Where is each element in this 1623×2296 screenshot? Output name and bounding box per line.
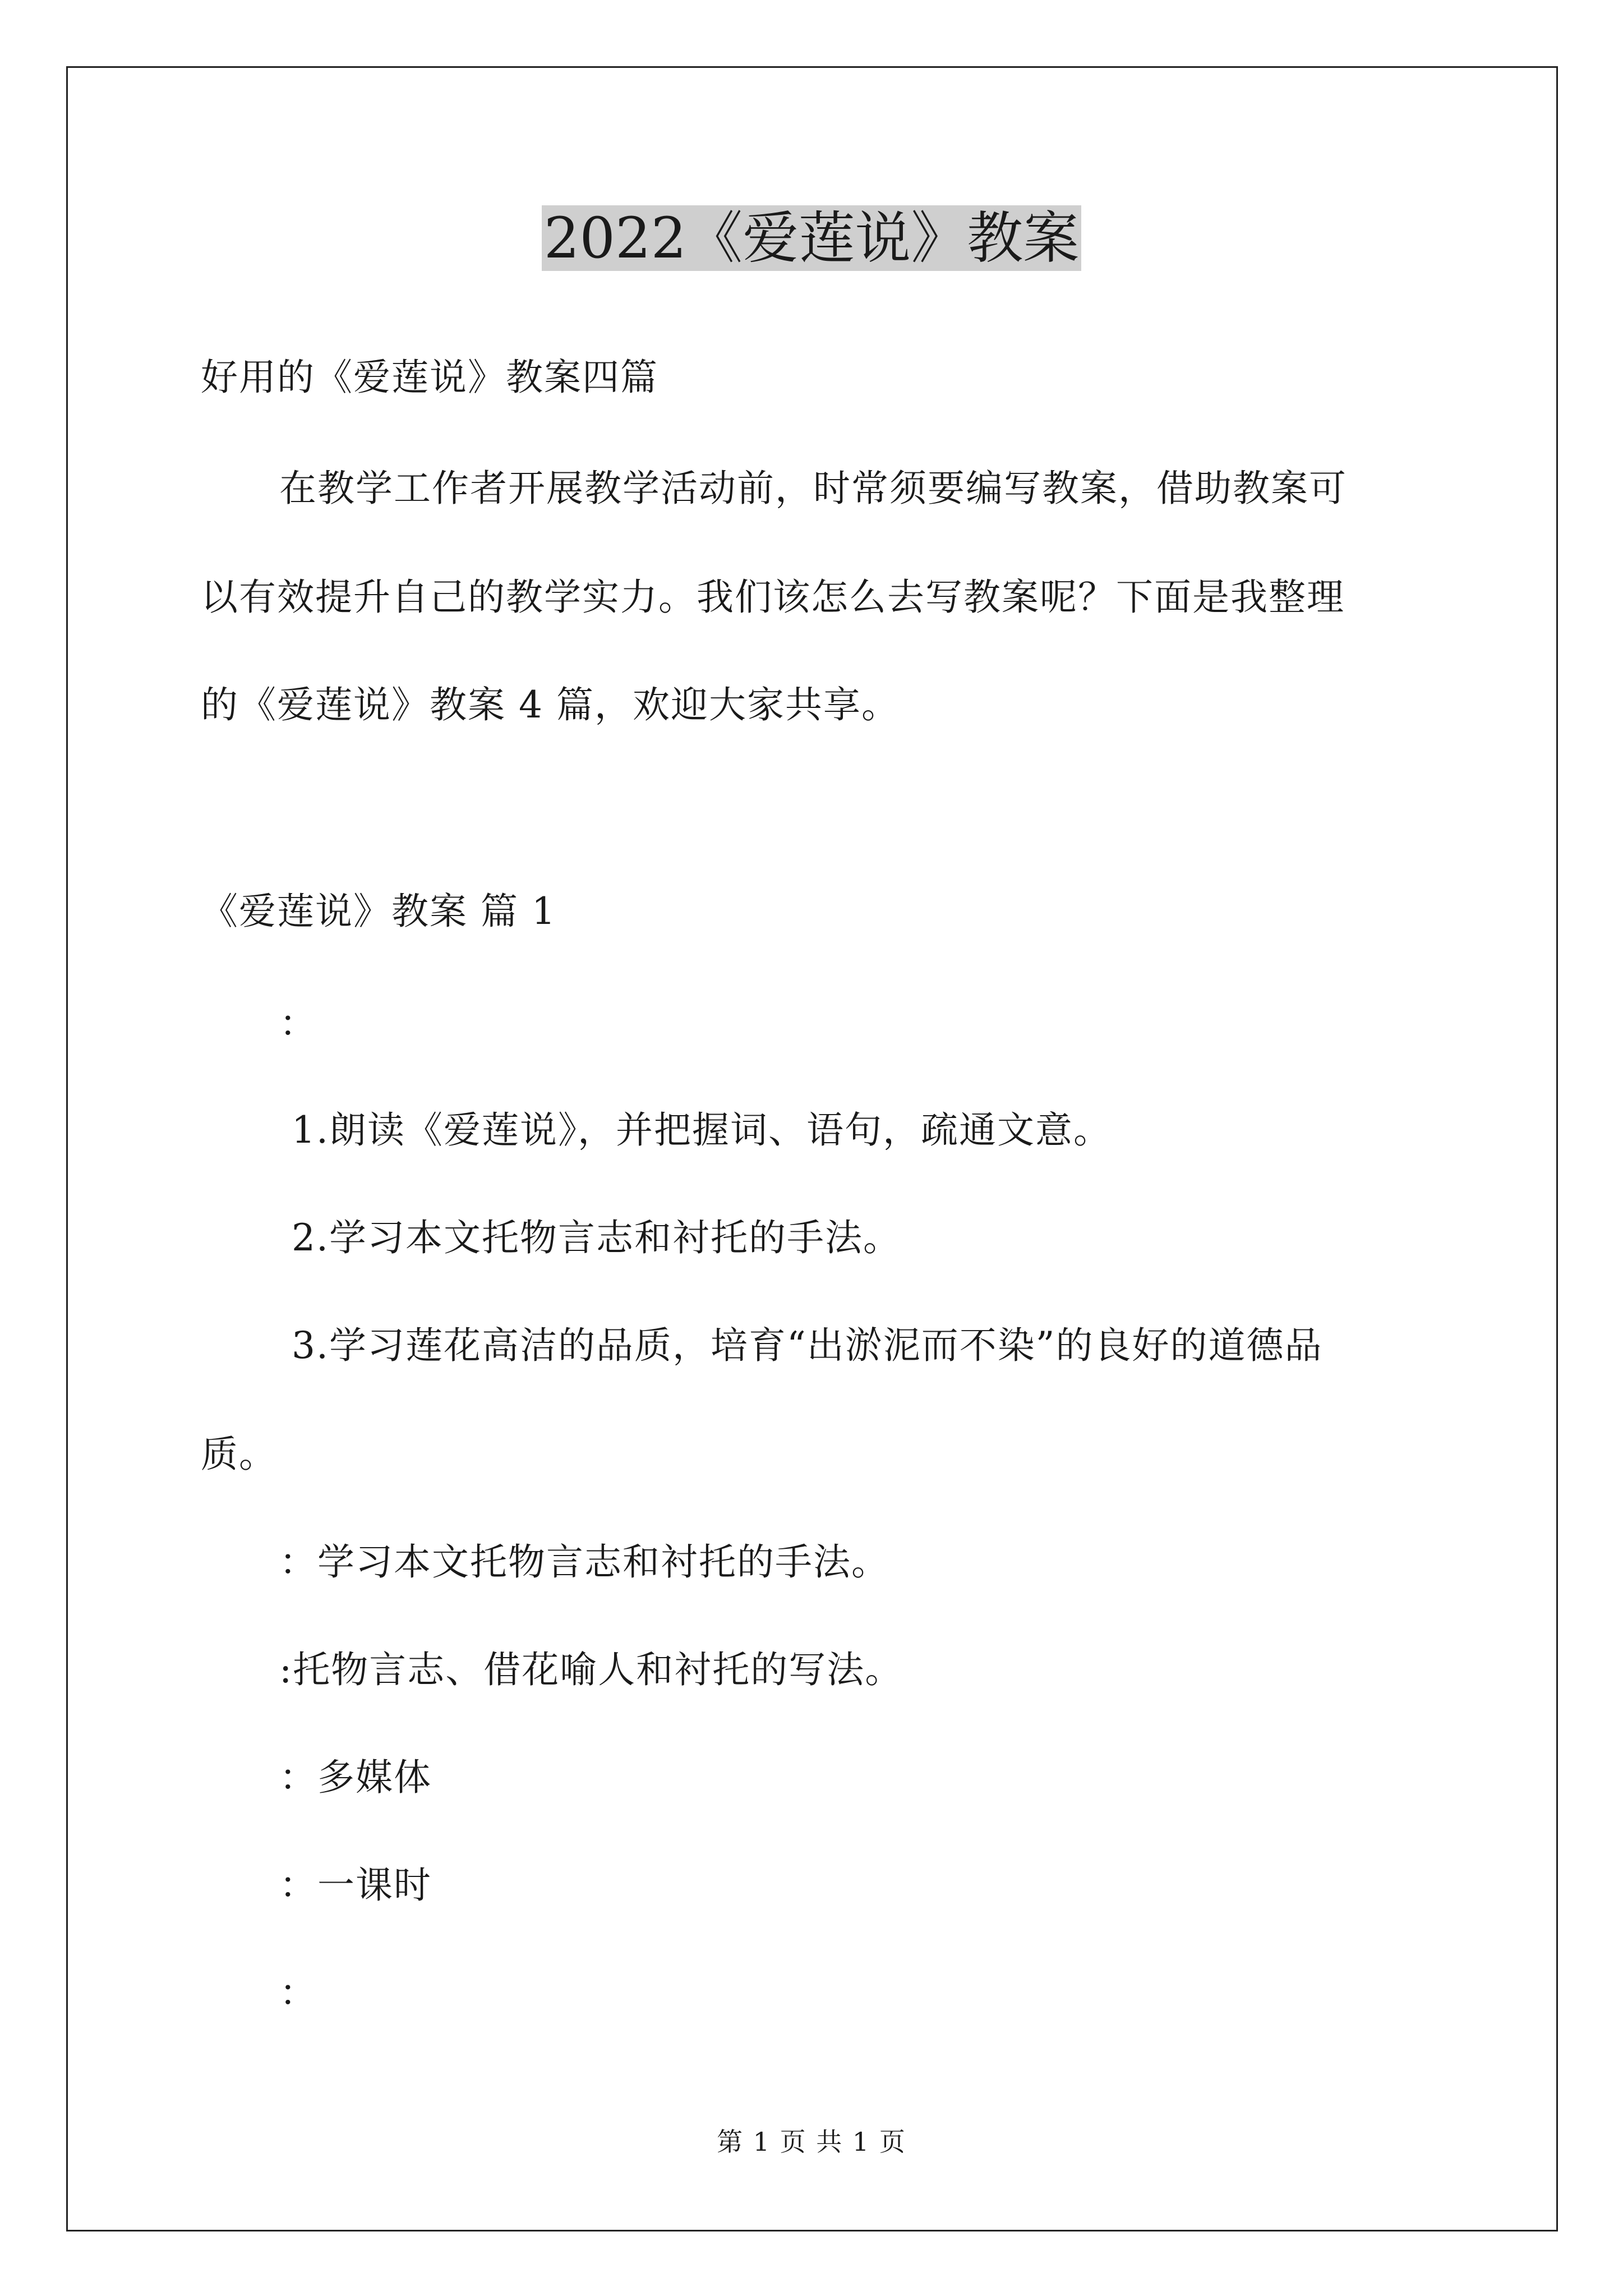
difficulty-point: :托物言志、借花喻人和衬托的写法。 bbox=[279, 1648, 903, 1691]
teaching-media: ：多媒体 bbox=[279, 1756, 432, 1799]
objective-3-line-1: 3.学习莲花高洁的品质，培育“出淤泥而不染”的良好的道德品 bbox=[292, 1324, 1323, 1367]
objectives-label: ： bbox=[279, 1002, 317, 1045]
key-point: ：学习本文托物言志和衬托的手法。 bbox=[279, 1540, 889, 1584]
process-label: ： bbox=[279, 1971, 317, 2014]
section-heading: 《爱莲说》教案 篇 1 bbox=[201, 890, 556, 933]
objective-2: 2.学习本文托物言志和衬托的手法。 bbox=[292, 1216, 901, 1259]
document-title-text: 2022《爱莲说》教案 bbox=[542, 205, 1082, 271]
document-title bbox=[0, 199, 1623, 278]
subtitle: 好用的《爱莲说》教案四篇 bbox=[201, 356, 658, 399]
intro-line-2: 以有效提升自己的教学实力。我们该怎么去写教案呢？下面是我整理 bbox=[201, 576, 1345, 619]
intro-line-3: 的《爱莲说》教案 4 篇，欢迎大家共享。 bbox=[201, 683, 900, 726]
intro-line-1: 在教学工作者开展教学活动前，时常须要编写教案，借助教案可 bbox=[279, 467, 1347, 510]
objective-1: 1.朗读《爱莲说》，并把握词、语句，疏通文意。 bbox=[292, 1108, 1112, 1152]
class-hours: ：一课时 bbox=[279, 1864, 432, 1907]
objective-3-line-2: 质。 bbox=[201, 1433, 277, 1476]
page-footer: 第 1 页 共 1 页 bbox=[717, 2127, 906, 2157]
